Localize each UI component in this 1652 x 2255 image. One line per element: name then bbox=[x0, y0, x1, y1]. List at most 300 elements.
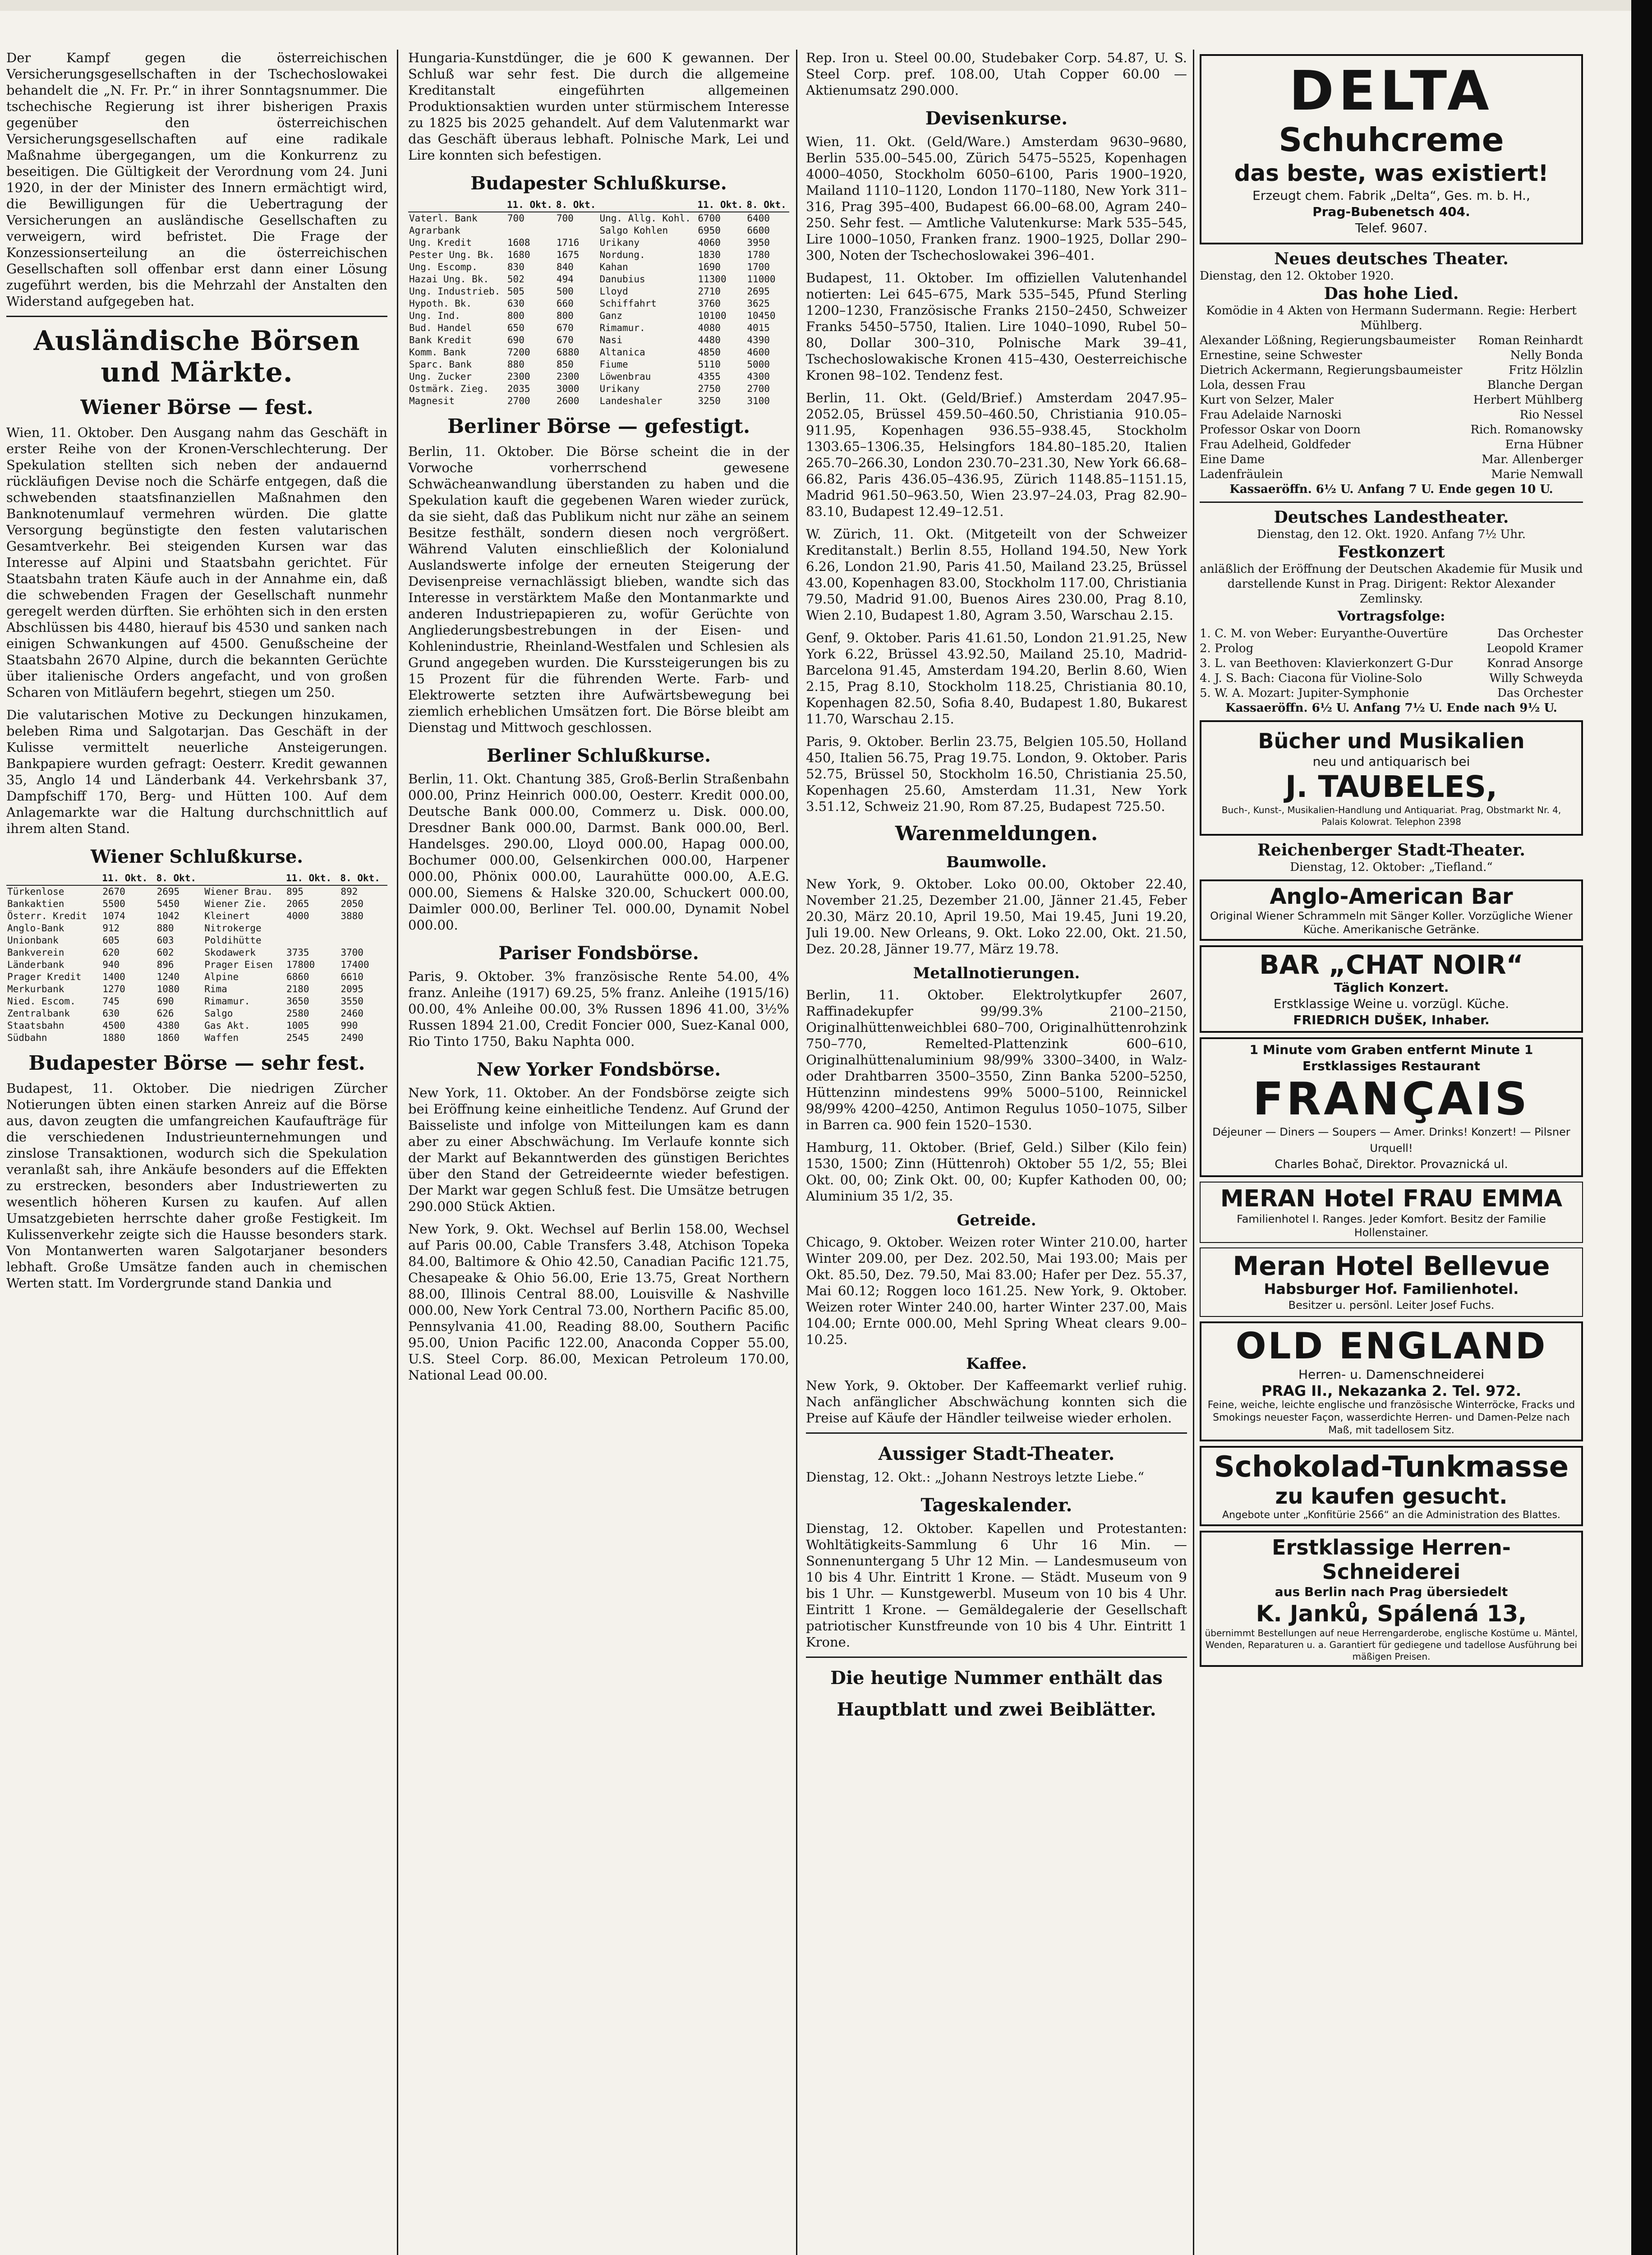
article-heading: Tageskalender. bbox=[920, 1495, 1072, 1516]
ad-subtitle: Erstklassiges Restaurant bbox=[1302, 1058, 1480, 1073]
ad-owner: Charles Bohač, Direktor. Provaznická ul. bbox=[1275, 1158, 1508, 1171]
theater-title: Neues deutsches Theater. bbox=[1274, 249, 1509, 268]
table-cell: 2300 bbox=[556, 371, 580, 382]
table-cell: 6860 bbox=[286, 971, 309, 982]
table-cell: 626 bbox=[156, 1008, 174, 1019]
table-cell: Gas Akt. bbox=[204, 1020, 250, 1031]
table-cell: 505 bbox=[507, 286, 525, 297]
article-text: Wien, 11. Okt. (Geld/Ware.) Amsterdam 9630–9680, Berlin 535.00–545.00, Zürich 5475–5525, Kopenhagen 4000–4050, Stockholm 6050–6100, Paris 1900–1920, Mailand 1110–1120, London 1170–1180, New York 311–316, Prag 395–400, Budapest 66.00–68.00, Agram 240–250. Sehr fest. — Amtliche Valutenkurse: Mark 535–545, Lire 1000–1050, Franken franz. 1900–1925, Dollar 290–300, Noten der Tschechoslowakei 396–401. bbox=[806, 134, 1187, 263]
table-cell: Ung. Escomp. bbox=[409, 262, 478, 272]
column-header bbox=[203, 872, 285, 885]
quote-table bbox=[408, 198, 789, 407]
article-text: Paris, 9. Oktober. 3% französische Rente 54.00, 4% franz. Anleihe (1917) 69.25, 5% franz. Anleihe (1915/16) 00.00, 4% Anleihe 00.00, 3% Russen 1896 41.00, 3½% Russen 1894 21.00, Credit Foncier 000, Suez-Kanal 000, Rio Tinto 1750, Baku Naphta 000. bbox=[408, 969, 789, 1049]
table-cell: Urikany bbox=[599, 237, 640, 248]
performer-name: Das Orchester bbox=[1497, 627, 1583, 640]
table-cell: 2180 bbox=[286, 984, 309, 994]
table-cell: Salgo bbox=[204, 1008, 233, 1019]
list-item bbox=[1200, 467, 1583, 482]
article-text: New York, 11. Oktober. An der Fondsbörse zeigte sich bei Eröffnung keine einheitliche Tendenz. Auf Grund der Baisseliste und infolge von Mitteilungen kam es dann aber zu einer Abschwächung. Im Verlaufe konnte sich der Markt auf Bekanntwerden des günstigen Berichtes über den Stand der Getreideernte wieder befestigen. Der Markt war gegen Schluß fest. Die Umsätze betrugen 290.000 Stück Aktien. bbox=[408, 1085, 789, 1214]
table-cell bbox=[285, 922, 340, 934]
ad-title: BAR „CHAT NOIR“ bbox=[1259, 949, 1523, 980]
table-cell: 2460 bbox=[341, 1008, 364, 1019]
ad-text: Feine, weiche, leichte englische und französische Winterröcke, Fracks und Smokings neuester Façon, wasserdichte Herren- und Damen-Pelze nach Maß, mit tadellosem Sitz. bbox=[1207, 1399, 1575, 1436]
table-cell: 494 bbox=[556, 274, 574, 285]
table-cell: 1830 bbox=[698, 249, 721, 260]
table-cell: Sparc. Bank bbox=[409, 359, 472, 370]
list-item bbox=[1200, 626, 1583, 641]
theater-date: Dienstag, 12. Oktober: „Tiefland.“ bbox=[1290, 861, 1493, 874]
table-row bbox=[6, 1008, 387, 1020]
table-cell: 10100 bbox=[698, 310, 727, 321]
column-header: 11. Okt. bbox=[506, 198, 556, 212]
table-row bbox=[408, 285, 789, 298]
table-cell: Wiener Brau. bbox=[204, 886, 273, 897]
role-name: 3. L. van Beethoven: Klavierkonzert G-Dur bbox=[1200, 657, 1453, 670]
table-cell: 5110 bbox=[698, 359, 721, 370]
table-cell: Ung. Ind. bbox=[409, 310, 460, 321]
table-cell: 3950 bbox=[747, 237, 770, 248]
performer-name: Roman Reinhardt bbox=[1478, 334, 1583, 347]
table-row bbox=[408, 237, 789, 249]
performer-name: Blanche Dergan bbox=[1487, 378, 1583, 392]
column-rule bbox=[397, 50, 398, 2255]
table-cell bbox=[340, 922, 387, 934]
table-cell: 2695 bbox=[156, 886, 180, 897]
table-heading: Wiener Schlußkurse. bbox=[90, 846, 304, 867]
table-cell: 6400 bbox=[747, 213, 770, 224]
table-cell: 650 bbox=[507, 322, 525, 333]
ad-text: Familienhotel I. Ranges. Jeder Komfort. Besitz der Familie Hollenstainer. bbox=[1237, 1213, 1546, 1239]
table-cell: 2750 bbox=[698, 383, 721, 394]
table-cell: 1860 bbox=[156, 1032, 180, 1043]
table-row bbox=[6, 885, 387, 898]
article-text: Hungaria-Kunstdünger, die je 600 K gewannen. Der Schluß war sehr fest. Die durch die allgemeine Kreditanstalt eingeführten allgemeinen Produktionsaktien wurden unter stürmischem Interesse zu 1825 bis 2025 gehandelt. Auf dem Valutenmarkt war das Geschäft überaus lebhaft. Polnische Mark, Lei und Lire konnten sich befestigen. bbox=[408, 50, 789, 163]
table-cell: Ung. Kredit bbox=[409, 237, 472, 248]
table-cell: Nied. Escom. bbox=[7, 996, 76, 1007]
program-list bbox=[1200, 626, 1583, 701]
role-name: Kurt von Selzer, Maler bbox=[1200, 393, 1334, 407]
table-cell: 2065 bbox=[286, 898, 309, 909]
ad-title: MERAN Hotel FRAU EMMA bbox=[1220, 1185, 1563, 1212]
quote-table-body bbox=[6, 885, 387, 1044]
column-header bbox=[598, 198, 697, 212]
column-header bbox=[6, 872, 101, 885]
table-cell: Ung. Zucker bbox=[409, 371, 472, 382]
table-row bbox=[408, 371, 789, 383]
table-cell: Schiffahrt bbox=[599, 298, 657, 309]
article-text: Dienstag, 12. Okt.: „Johann Nestroys letzte Liebe.“ bbox=[806, 1469, 1145, 1485]
ad-title: DELTA bbox=[1289, 60, 1494, 123]
table-cell: Poldihütte bbox=[204, 935, 262, 946]
table-row bbox=[6, 934, 387, 947]
event-description: anläßlich der Eröffnung der Deutschen Akademie für Musik und darstellende Kunst in Prag. Dirigent: Rektor Alexander Zemlinsky. bbox=[1200, 562, 1583, 606]
table-cell: 3250 bbox=[698, 396, 721, 406]
table-cell: Agrarbank bbox=[409, 225, 460, 236]
table-cell: 2545 bbox=[286, 1032, 309, 1043]
article-heading: Berliner Schlußkurse. bbox=[486, 745, 711, 766]
ad-text: Besitzer u. persönl. Leiter Josef Fuchs. bbox=[1288, 1299, 1495, 1312]
ad-owner: FRIEDRICH DUŠEK, Inhaber. bbox=[1293, 1012, 1490, 1027]
table-cell: 1690 bbox=[698, 262, 721, 272]
table-row bbox=[6, 898, 387, 910]
table-cell: 4015 bbox=[747, 322, 770, 333]
table-cell: 840 bbox=[556, 262, 574, 272]
performer-name: Konrad Ansorge bbox=[1487, 657, 1583, 670]
performer-name: Herbert Mühlberg bbox=[1473, 393, 1583, 407]
table-cell: 1080 bbox=[156, 984, 180, 994]
table-cell: Nitrokerge bbox=[204, 923, 262, 934]
article-heading: New Yorker Fondsbörse. bbox=[476, 1059, 721, 1080]
table-cell: 6600 bbox=[747, 225, 770, 236]
ad-delta bbox=[1200, 54, 1583, 244]
table-cell: Rimamur. bbox=[204, 996, 250, 1007]
table-cell: Rimamur. bbox=[599, 322, 645, 333]
table-cell: 1270 bbox=[102, 984, 125, 994]
ad-subtitle: Habsburger Hof. Familienhotel. bbox=[1264, 1280, 1519, 1298]
performer-name: Rich. Romanowsky bbox=[1470, 423, 1583, 437]
theater-date: Dienstag, den 12. Oktober 1920. bbox=[1200, 269, 1394, 283]
table-cell: 1005 bbox=[286, 1020, 309, 1031]
table-cell: 3650 bbox=[286, 996, 309, 1007]
table-cell: 3625 bbox=[747, 298, 770, 309]
performer-name: Leopold Kramer bbox=[1486, 642, 1583, 655]
table-cell: 2050 bbox=[341, 898, 364, 909]
table-cell: 2035 bbox=[507, 383, 530, 394]
table-cell: Bank Kredit bbox=[409, 335, 472, 345]
cast-list bbox=[1200, 333, 1583, 482]
table-cell: 5000 bbox=[747, 359, 770, 370]
list-item bbox=[1200, 656, 1583, 671]
article-text: Wien, 11. Oktober. Den Ausgang nahm das Geschäft in erster Reihe von der Kronen-Verschlechterung. Der Spekulation stellten sich neben der andauernd rückläufigen Devise noch die Schärfe entgegen, daß die schwebenden staatsfinanziellen Maßnahmen den Banknotenumlauf vermehren würden. Die glatte Versorgung begünstigte den festen valutarischen Gesamtverkehr. Bei steigenden Kursen war das Interesse auf Alpini und Staatsbahn gerichtet. Für Staatsbahn traten Käufe auch in der Annahme ein, daß die schwebenden Fragen der Gesellschaft nunmehr geregelt werden dürften. Sie erhöhten sich in den ersten Abschlüssen bis 4480, hierauf bis 4530 und sanken nach einigen Schwankungen auf 4500. Genußscheine der Staatsbahn 2670 Alpine, durch die bekannten Gerüchte über italienische Orders angefacht, und von großen Scharen von Mitläufern begehrt, stiegen um 250. bbox=[6, 425, 387, 700]
table-cell: Ostmärk. Zieg. bbox=[409, 383, 489, 394]
table-cell: 605 bbox=[102, 935, 120, 946]
table-cell: 3760 bbox=[698, 298, 721, 309]
table-cell: 1675 bbox=[556, 249, 580, 260]
role-name: 4. J. S. Bach: Ciacona für Violine-Solo bbox=[1200, 672, 1422, 685]
role-name: Ladenfräulein bbox=[1200, 468, 1283, 481]
list-item bbox=[1200, 333, 1583, 348]
table-cell: 660 bbox=[556, 298, 574, 309]
table-cell: Landeshaler bbox=[599, 396, 663, 406]
table-cell: Türkenlose bbox=[7, 886, 64, 897]
performer-name: Willy Schweyda bbox=[1489, 672, 1583, 685]
table-cell: Pester Ung. Bk. bbox=[409, 249, 495, 260]
table-cell: 6880 bbox=[556, 347, 580, 358]
table-cell: 4480 bbox=[698, 335, 721, 345]
ad-slogan: das beste, was existiert! bbox=[1234, 160, 1549, 186]
table-cell: 700 bbox=[556, 213, 574, 224]
notice-line: Hauptblatt und zwei Beiblätter. bbox=[837, 1699, 1156, 1720]
table-cell: Komm. Bank bbox=[409, 347, 466, 358]
table-cell: 4060 bbox=[698, 237, 721, 248]
role-name: Lola, dessen Frau bbox=[1200, 378, 1306, 392]
table-cell bbox=[556, 225, 599, 237]
theater-date: Dienstag, den 12. Okt. 1920. Anfang 7½ Uhr. bbox=[1257, 528, 1526, 541]
role-name: Eine Dame bbox=[1200, 453, 1265, 466]
table-cell: Bankaktien bbox=[7, 898, 64, 909]
ad-subtitle: Herren- u. Damenschneiderei bbox=[1298, 1367, 1485, 1382]
list-item bbox=[1200, 408, 1583, 423]
table-cell: Zentralbank bbox=[7, 1008, 70, 1019]
column-header: 8. Okt. bbox=[156, 872, 204, 885]
divider bbox=[1200, 502, 1583, 503]
table-row bbox=[6, 971, 387, 983]
ad-subtitle: Schuhcreme bbox=[1279, 121, 1504, 159]
table-cell: 4080 bbox=[698, 322, 721, 333]
concert-program bbox=[1200, 507, 1583, 716]
table-cell: 1716 bbox=[556, 237, 580, 248]
table-cell: Hypoth. Bk. bbox=[409, 298, 472, 309]
ad-text: übernimmt Bestellungen auf neue Herrengarderobe, englische Kostüme u. Mäntel, Wenden, Reparaturen u. a. Garantiert für gediegene und tadellose Ausführung bei mäßigen Preisen. bbox=[1205, 1628, 1578, 1662]
table-row bbox=[408, 334, 789, 346]
table-cell: 2600 bbox=[556, 396, 580, 406]
article-heading: Aussiger Stadt-Theater. bbox=[878, 1443, 1115, 1464]
table-row bbox=[408, 298, 789, 310]
role-name: Frau Adelaide Narnoski bbox=[1200, 408, 1342, 422]
table-row bbox=[408, 261, 789, 273]
table-cell: 1780 bbox=[747, 249, 770, 260]
theater-title: Reichenberger Stadt-Theater. bbox=[1257, 841, 1525, 860]
subheading: Kaffee. bbox=[966, 1355, 1027, 1373]
list-item bbox=[1200, 423, 1583, 437]
table-cell: Wiener Zie. bbox=[204, 898, 267, 909]
ad-title: Schokolad-Tunkmasse bbox=[1214, 1450, 1569, 1484]
table-cell: 700 bbox=[507, 213, 525, 224]
article-text: New York, 9. Oktober. Loko 00.00, Oktober 22.40, November 21.25, Dezember 21.00, Jänner 21.45, Feber 20.30, März 20.10, April 19.50, Mai 19.45, Juni 19.20, Juli 19.00. New Orleans, 9. Okt. Loko 22.00, Okt. 21.50, Dez. 20.28, Jänner 19.77, März 19.78. bbox=[806, 876, 1187, 957]
article-text: Berlin, 11. Oktober. Elektrolytkupfer 2607, Raffinadekupfer 99/99.3% 2100–2150, Originalhüttenweichblei 680–700, Originalhüttenrohzink 750–770, Remelted-Plattenzink 600–610, Originalhüttenaluminium 98/99% 3300–3400, in Walz- oder Drahtbarren 3500–3550, Zinn Banka 5200–5250, Hüttenzinn mindestens 99% 5000–5100, Reinnickel 98/99% 4200–4250, Antimon Regulus 1050–1075, Silber in Barren ca. 900 fein 1520–1530. bbox=[806, 987, 1187, 1132]
table-cell: 892 bbox=[341, 886, 358, 897]
table-cell: 1074 bbox=[102, 911, 125, 921]
column-4-ads bbox=[1200, 50, 1583, 2255]
table-row bbox=[6, 959, 387, 971]
ad-address: PRAG II., Nekazanka 2. Tel. 972. bbox=[1261, 1382, 1521, 1399]
ad-text: Déjeuner — Diners — Soupers — Amer. Drinks! Konzert! — Pilsner Urquell! bbox=[1212, 1126, 1570, 1155]
table-cell: 1240 bbox=[156, 971, 180, 982]
ad-chat-noir bbox=[1200, 945, 1583, 1033]
table-cell: 2095 bbox=[341, 984, 364, 994]
article-heading: Devisenkurse. bbox=[925, 108, 1068, 129]
subheading: Baumwolle. bbox=[946, 853, 1047, 871]
table-cell: Magnesit bbox=[409, 396, 455, 406]
table-cell: Südbahn bbox=[7, 1032, 47, 1043]
list-item bbox=[1200, 671, 1583, 686]
ad-address: Buch-, Kunst-, Musikalien-Handlung und Antiquariat. Prag, Obstmarkt Nr. 4, Palais Kolowrat. Telephon 2398 bbox=[1221, 805, 1561, 827]
column-header: 11. Okt. bbox=[101, 872, 156, 885]
table-cell: 4500 bbox=[102, 1020, 125, 1031]
table-cell: 895 bbox=[286, 886, 304, 897]
table-cell: 830 bbox=[507, 262, 525, 272]
theater-program bbox=[1200, 249, 1583, 497]
table-cell: 2490 bbox=[341, 1032, 364, 1043]
article-heading: Wiener Börse — fest. bbox=[80, 396, 313, 419]
table-cell: Österr. Kredit bbox=[7, 911, 87, 921]
article-text: Berlin, 11. Oktober. Die Börse scheint die in der Vorwoche vorherrschend gewesene Schwächeanwandlung überstanden zu haben und die Spekulation kauft die gegebenen Waren wieder zurück, da sie sieht, daß das Publikum nicht nur zähe an seinem Besitze festhält, sondern diesen noch vergrößert. Während Valuten einschließlich der Kolonialund Auslandswerte infolge der erneuten Steigerung der Devisenpreise vernachlässigt blieben, wandte sich das Interesse in verstärktem Maße den Montanmarkte und anderen Industriepapieren zu, wofür Gerüchte von Angliederungsbestrebungen in der Eisen- und Kohlenindustrie, Rheinland-Westfalen und Schlesien als Grund angegeben wurden. Die Kurssteigerungen bis zu 15 Prozent für die führenden Werte. Farb- und Elektrowerte setzten ihre Aufwärtsbewegung bei ziemlich erheblichen Umsätzen fort. Die Börse bleibt am Dienstag und Mittwoch geschlossen. bbox=[408, 444, 789, 735]
table-cell: Ung. Allg. Kohl. bbox=[599, 213, 691, 224]
column-1 bbox=[6, 50, 387, 2255]
table-cell: 5450 bbox=[156, 898, 180, 909]
table-cell: 2670 bbox=[102, 886, 125, 897]
play-title: Das hohe Lied. bbox=[1324, 284, 1459, 303]
article-text: New York, 9. Okt. Wechsel auf Berlin 158.00, Wechsel auf Paris 00.00, Cable Transfers 3.48, Atchison Topeka 84.00, Baltimore & Ohio 42.50, Canadian Pacific 121.75, Chesapeake & Ohio 56.00, Erie 13.75, Great Northern 88.00, Illinois Central 88.00, Louisville & Nashville 000.00, New York Central 73.00, Northern Pacific 85.00, Pennsylvania 41.00, Reading 88.00, Southern Pacific 95.00, Union Pacific 122.00, Anaconda Copper 55.00, U.S. Steel Corp. 86.00, Mexican Petroleum 170.00, National Lead 00.00. bbox=[408, 1221, 789, 1383]
ad-anglo-american-bar bbox=[1200, 879, 1583, 941]
ad-title: Erstklassige Herren-Schneiderei bbox=[1272, 1535, 1511, 1584]
table-cell: 630 bbox=[102, 1008, 120, 1019]
performer-name: Marie Nemwall bbox=[1491, 468, 1583, 481]
column-rule bbox=[1193, 50, 1194, 2255]
table-cell: 4600 bbox=[747, 347, 770, 358]
table-cell: 3735 bbox=[286, 947, 309, 958]
table-cell: 3550 bbox=[341, 996, 364, 1007]
table-row bbox=[408, 346, 789, 359]
table-row bbox=[408, 310, 789, 322]
performer-name: Rio Nessel bbox=[1519, 408, 1583, 422]
table-cell: 4355 bbox=[698, 371, 721, 382]
table-cell: 3100 bbox=[747, 396, 770, 406]
table-cell bbox=[506, 225, 556, 237]
table-cell: 620 bbox=[102, 947, 120, 958]
table-cell: 11000 bbox=[747, 274, 776, 285]
performer-name: Nelly Bonda bbox=[1510, 349, 1583, 362]
ad-taubeles bbox=[1200, 720, 1583, 836]
list-item bbox=[1200, 378, 1583, 393]
table-cell: 745 bbox=[102, 996, 120, 1007]
table-cell: Kahan bbox=[599, 262, 628, 272]
table-cell: 4850 bbox=[698, 347, 721, 358]
top-strip bbox=[0, 0, 1631, 11]
performer-name: Mar. Allenberger bbox=[1482, 453, 1583, 466]
article-heading: Berliner Börse — gefestigt. bbox=[447, 415, 750, 438]
table-cell: Rima bbox=[204, 984, 227, 994]
table-cell: Danubius bbox=[599, 274, 645, 285]
article-heading: Budapester Börse — sehr fest. bbox=[28, 1052, 365, 1075]
table-row bbox=[6, 1032, 387, 1044]
table-cell: Nordung. bbox=[599, 249, 645, 260]
divider bbox=[806, 1432, 1187, 1434]
ad-text: Angebote unter „Konfitürie 2566“ an die Administration des Blattes. bbox=[1222, 1509, 1560, 1521]
column-header: 8. Okt. bbox=[340, 872, 387, 885]
ad-text: 1 Minute vom Graben entfernt Minute 1 bbox=[1249, 1042, 1533, 1057]
table-row bbox=[6, 983, 387, 995]
article-heading: Warenmeldungen. bbox=[895, 822, 1098, 845]
scan-edge bbox=[1631, 0, 1652, 2255]
show-times: Kassaeröffn. 6½ U. Anfang 7 U. Ende gegen 10 U. bbox=[1229, 483, 1553, 496]
table-cell: 690 bbox=[156, 996, 174, 1007]
performer-name: Das Orchester bbox=[1497, 686, 1583, 700]
ad-address: Prag-Bubenetsch 404. bbox=[1312, 204, 1470, 219]
table-row bbox=[6, 995, 387, 1008]
column-header: 8. Okt. bbox=[746, 198, 789, 212]
column-2 bbox=[408, 50, 789, 2255]
table-row bbox=[6, 947, 387, 959]
ad-subtitle: zu kaufen gesucht. bbox=[1275, 1484, 1508, 1509]
table-cell: 4000 bbox=[286, 911, 309, 921]
table-row bbox=[6, 1020, 387, 1032]
divider bbox=[806, 1657, 1187, 1658]
quote-table-body bbox=[408, 212, 789, 407]
article-heading: Pariser Fondsbörse. bbox=[498, 943, 699, 964]
article-text: Budapest, 11. Oktober. Im offiziellen Valutenhandel notierten: Lei 645–675, Mark 535–545, Pfund Sterling 1200–1230, Französische Franks 2150–2450, Schweizer Franks 5450–5750, Italien. Lire 1040–1090, Rubel 50–80, Dollar 300–310, Polnische Mark 39–41, Tschechoslowakische Kronen 415–430, Oesterreichische Kronen 98–102. Tendenz fest. bbox=[806, 270, 1187, 383]
list-item bbox=[1200, 452, 1583, 467]
table-row bbox=[6, 922, 387, 934]
table-row bbox=[408, 225, 789, 237]
table-cell: Salgo Kohlen bbox=[599, 225, 668, 236]
table-cell: 912 bbox=[102, 923, 120, 934]
performer-name: Fritz Hölzlin bbox=[1509, 364, 1583, 377]
ad-schokolad bbox=[1200, 1446, 1583, 1526]
table-row bbox=[408, 249, 789, 261]
article-text: Paris, 9. Oktober. Berlin 23.75, Belgien 105.50, Holland 450, Italien 56.75, Prag 19.75. London, 9. Oktober. Paris 52.75, Brüssel 50, Stockholm 16.50, Christiania 25.50, Kopenhagen 25.60, Amsterdam 11.31, New York 3.51.12, Schweiz 21.90, Rom 87.25, Budapest 725.50. bbox=[806, 734, 1187, 814]
table-cell: 6610 bbox=[341, 971, 364, 982]
ad-text: Original Wiener Schrammeln mit Sänger Koller. Vorzügliche Wiener Küche. Amerikanische Getränke. bbox=[1210, 910, 1573, 936]
table-cell: 5500 bbox=[102, 898, 125, 909]
table-cell: 670 bbox=[556, 322, 574, 333]
table-cell: 880 bbox=[507, 359, 525, 370]
table-cell: 4380 bbox=[156, 1020, 180, 1031]
table-cell: Urikany bbox=[599, 383, 640, 394]
ad-title: Meran Hotel Bellevue bbox=[1233, 1251, 1550, 1281]
role-name: Dietrich Ackermann, Regierungsbaumeister bbox=[1200, 364, 1463, 377]
ad-francais bbox=[1200, 1037, 1583, 1177]
table-cell: 1700 bbox=[747, 262, 770, 272]
table-cell: 6700 bbox=[698, 213, 721, 224]
quote-table bbox=[6, 872, 387, 1044]
table-cell: 10450 bbox=[747, 310, 776, 321]
table-cell: Prager Kredit bbox=[7, 971, 82, 982]
table-cell: 2580 bbox=[286, 1008, 309, 1019]
table-cell: 2300 bbox=[507, 371, 530, 382]
table-cell: Löwenbrau bbox=[599, 371, 651, 382]
article-text: Chicago, 9. Oktober. Weizen roter Winter 210.00, harter Winter 209.00, per Dez. 202.50, Mai 193.00; Mais per Okt. 85.50, Dez. 79.50, Mai 83.00; Hafer per Dez. 55.37, Mai 60.12; Roggen loco 161.25. New York, 9. Oktober. Weizen roter Winter 240.00, harter Winter 237.00, Mais 104.00; Ernte 000.00, Mehl Spring Wheat clears 9.00–10.25. bbox=[806, 1234, 1187, 1347]
table-cell: 6950 bbox=[698, 225, 721, 236]
article-text: Budapest, 11. Oktober. Die niedrigen Zürcher Notierungen übten einen starken Anreiz auf die Börse aus, davon zeugten die umfangreichen Kaufaufträge für die verschiedenen Industrieunternehmungen und zinslose Transaktionen, wodurch sich die Spekulation veranlaßt sah, ihre Ankäufe besonders auf die Effekten zu erstrecken, besonders aber Industriewerten zu wesentlich höheren Kursen zu kaufen. Auf allen Umsatzgebieten herrschte daher große Festigkeit. Im Kulissenverkehr zeigte sich die Hausse besonders stark. Von Montanwerten waren Salgotarjaner besonders lebhaft. Große Umsätze fanden auch in chemischen Werten statt. Im Vordergrunde stand Dankia und bbox=[6, 1081, 387, 1291]
article-text: Der Kampf gegen die österreichischen Versicherungsgesellschaften in der Tschechoslowakei behandelt die „N. Fr. Pr.“ in ihrer Sonntagsnummer. Die tschechische Regierung ist ihrer bisherigen Praxis gegenüber den österreichischen Versicherungsgesellschaften auf eine radikale Maßnahme übergegangen, um die Konkurrenz zu beseitigen. Die Gültigkeit der Verordnung vom 24. Juni 1920, in der der Minister des Innern ermächtigt wird, die Bewilligungen für die Uebertragung der Versicherungen an ausländische Gesellschaften zu verweigern, wird befristet. Die Frage der Konzessionserteilung an die österreichischen Gesellschaften soll offenbar erst dann einer Lösung zugeführt werden, bis die Mehrzahl der Anstalten den Widerstand aufgegeben hat. bbox=[6, 50, 387, 309]
role-name: 2. Prolog bbox=[1200, 642, 1254, 655]
table-cell: 3000 bbox=[556, 383, 580, 394]
table-cell: Fiume bbox=[599, 359, 628, 370]
play-description: Komödie in 4 Akten von Hermann Sudermann. Regie: Herbert Mühlberg. bbox=[1206, 304, 1577, 332]
event-title: Festkonzert bbox=[1338, 543, 1445, 561]
article-text: Rep. Iron u. Steel 00.00, Studebaker Corp. 54.87, U. S. Steel Corp. pref. 108.00, Utah Copper 60.00 — Aktienumsatz 290.000. bbox=[806, 50, 1187, 98]
list-item bbox=[1200, 686, 1583, 701]
role-name: Alexander Lößning, Regierungsbaumeister bbox=[1200, 334, 1456, 347]
list-item bbox=[1200, 641, 1583, 656]
table-cell: 630 bbox=[507, 298, 525, 309]
table-cell: 4390 bbox=[747, 335, 770, 345]
table-cell: 2695 bbox=[747, 286, 770, 297]
table-cell: 502 bbox=[507, 274, 525, 285]
table-row bbox=[408, 359, 789, 371]
table-cell: Nasi bbox=[599, 335, 623, 345]
role-name: Frau Adelheid, Goldfeder bbox=[1200, 438, 1351, 451]
subheading: Metallnotierungen. bbox=[913, 964, 1080, 982]
table-cell: 1042 bbox=[156, 911, 180, 921]
show-times: Kassaeröffn. 6½ U. Anfang 7½ U. Ende nach 9½ U. bbox=[1225, 701, 1557, 715]
table-cell: 1680 bbox=[507, 249, 530, 260]
ad-name: K. Janků, Spálená 13, bbox=[1256, 1601, 1527, 1627]
article-text: W. Zürich, 11. Okt. (Mitgeteilt von der Schweizer Kreditanstalt.) Berlin 8.55, Holland 194.50, New York 6.26, London 21.90, Paris 41.50, Mailand 23.25, Brüssel 43.00, Kopenhagen 83.00, Stockholm 117.00, Christiania 79.50, Madrid 91.00, Buenos Aires 230.00, Prag 8.10, Wien 2.10, Budapest 1.80, Agram 3.50, Warschau 2.15. bbox=[806, 526, 1187, 623]
ad-title: Anglo-American Bar bbox=[1270, 884, 1513, 909]
program-heading: Vortragsfolge: bbox=[1337, 608, 1445, 624]
ad-title: Bücher und Musikalien bbox=[1258, 729, 1525, 753]
role-name: Professor Oskar von Doorn bbox=[1200, 423, 1361, 437]
table-row bbox=[408, 395, 789, 407]
table-row bbox=[408, 322, 789, 334]
table-cell: 1400 bbox=[102, 971, 125, 982]
table-cell: Skodawerk bbox=[204, 947, 256, 958]
column-3 bbox=[806, 50, 1187, 2255]
article-text: Hamburg, 11. Oktober. (Brief, Geld.) Silber (Kilo fein) 1530, 1500; Zinn (Hüttenroh) Oktober 55 1/2, 55; Blei Okt. 00, 00; Zink Okt. 00, 00; Kupfer Kathoden 00, 00; Aluminium 35 1/2, 35. bbox=[806, 1140, 1187, 1204]
table-row bbox=[408, 383, 789, 395]
